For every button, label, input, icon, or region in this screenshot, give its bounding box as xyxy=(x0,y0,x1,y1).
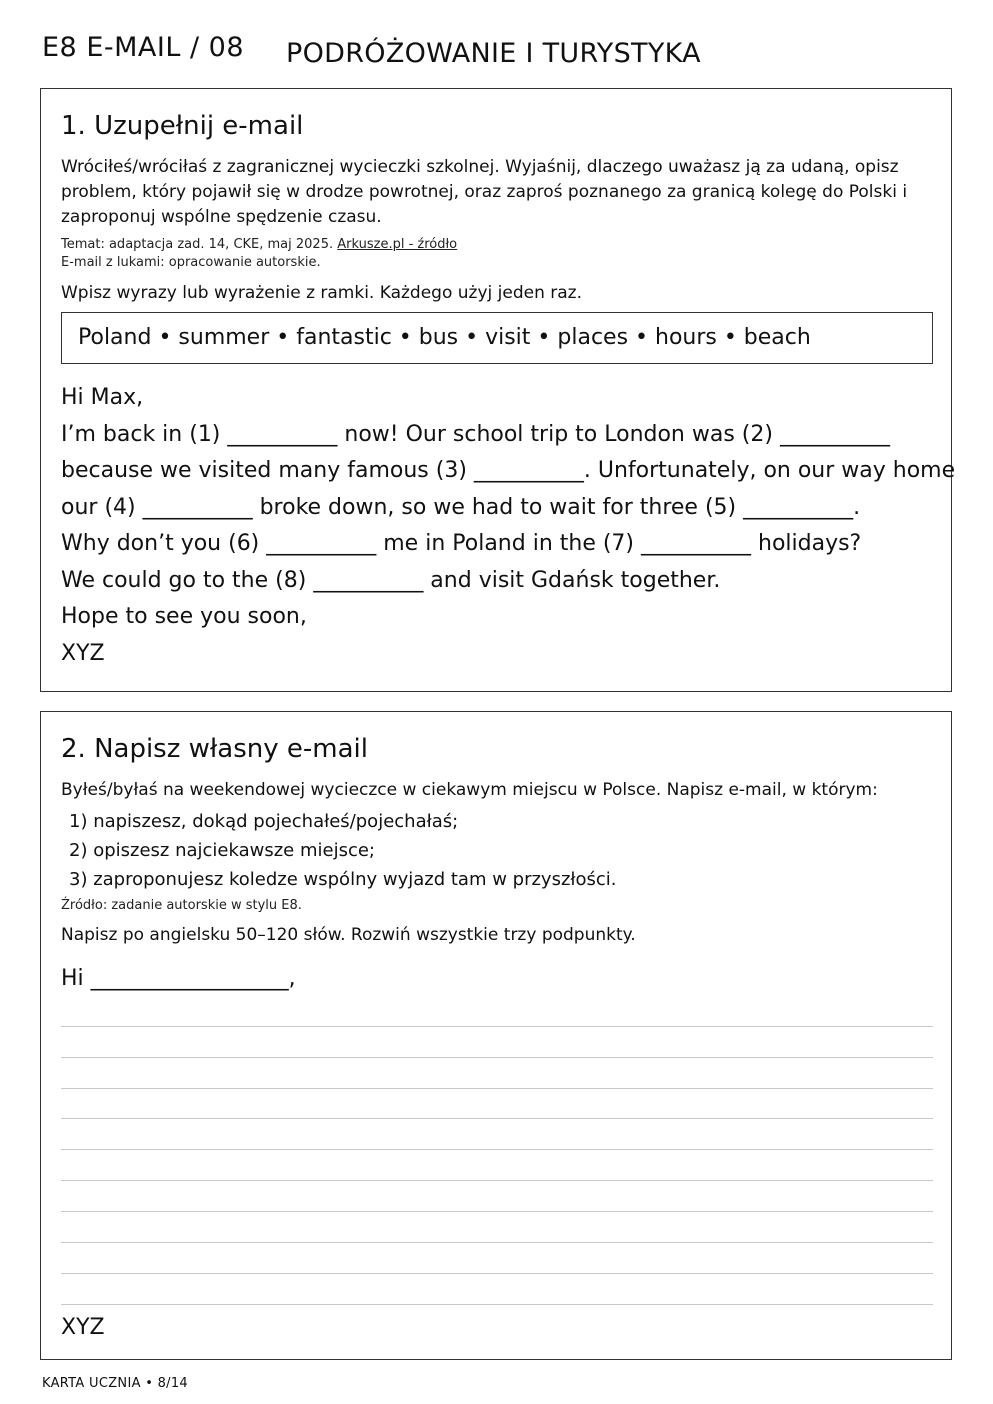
section1-source xyxy=(61,236,931,254)
writing-line[interactable] xyxy=(61,1088,933,1089)
list-item: 1) napiszesz, dokąd pojechałeś/pojechałaś; xyxy=(69,811,459,832)
writing-line[interactable] xyxy=(61,1026,933,1027)
email-line: Hi Max, xyxy=(61,385,144,410)
writing-line[interactable] xyxy=(61,1211,933,1212)
email-signature: XYZ xyxy=(61,640,105,666)
writing-line[interactable] xyxy=(61,1180,933,1181)
list-item: 3) zaproponujesz koledze wspólny wyjazd tam w przyszłości. xyxy=(69,869,617,890)
writing-line[interactable] xyxy=(61,1149,933,1150)
writing-line[interactable] xyxy=(61,1057,933,1058)
page-footer: KARTA UCZNIA • 8/14 xyxy=(42,1376,189,1391)
worksheet-title: PODRÓŻOWANIE I TURYSTYKA xyxy=(286,38,701,69)
section2-heading: 2. Napisz własny e-mail xyxy=(61,734,368,764)
section2-task: Byłeś/byłaś na weekendowej wycieczce w ciekawym miejscu w Polsce. Napisz e-mail, w którym: xyxy=(61,780,878,800)
email-line: We could go to the (8) __________ and visit Gdańsk together. xyxy=(61,567,721,593)
section2-signature: XYZ xyxy=(61,1315,105,1340)
section1-source-note: E-mail z lukami: opracowanie autorskie. xyxy=(61,255,321,270)
word-bank: Poland • summer • fantastic • bus • visit • places • hours • beach xyxy=(78,325,811,350)
list-item: 2) opiszesz najciekawsze miejsce; xyxy=(69,840,375,861)
task-line: Wróciłeś/wróciłaś z zagranicznej wycieczki szkolnej. Wyjaśnij, dlaczego uważasz ją za udaną, opisz xyxy=(61,157,899,177)
section2-source: Źródło: zadanie autorskie w stylu E8. xyxy=(61,898,302,913)
writing-line[interactable] xyxy=(61,1304,933,1305)
section1-instruction: Wpisz wyrazy lub wyrażenie z ramki. Każdego użyj jeden raz. xyxy=(61,283,583,303)
email-text xyxy=(61,380,956,672)
word-bank-box xyxy=(61,312,933,364)
task-line: zaproponuj wspólne spędzenie czasu. xyxy=(61,207,382,227)
section1-task xyxy=(61,155,931,230)
section2-instruction: Napisz po angielsku 50–120 słów. Rozwiń wszystkie trzy podpunkty. xyxy=(61,925,636,945)
writing-line[interactable] xyxy=(61,1118,933,1119)
email-line: Why don’t you (6) __________ me in Poland in the (7) __________ holidays? xyxy=(61,531,862,556)
email-line: Hope to see you soon, xyxy=(61,604,307,629)
section2-points xyxy=(69,807,931,894)
worksheet-code: E8 E-MAIL / 08 xyxy=(42,32,245,63)
section-write-email xyxy=(40,711,952,1360)
source-link[interactable]: Arkusze.pl - źródło xyxy=(337,237,458,252)
task-line: problem, który pojawił się w drodze powrotnej, oraz zaproś poznanego za granicą kolegę do Polski i xyxy=(61,182,908,202)
email-line: because we visited many famous (3) __________. Unfortunately, on our way home xyxy=(61,458,956,483)
writing-line[interactable] xyxy=(61,1273,933,1274)
greeting-line[interactable]: Hi __________________, xyxy=(61,966,296,991)
section1-heading: 1. Uzupełnij e-mail xyxy=(61,111,304,141)
writing-line[interactable] xyxy=(61,1242,933,1243)
email-line: our (4) __________ broke down, so we had to wait for three (5) __________. xyxy=(61,494,861,520)
email-line: I’m back in (1) __________ now! Our school trip to London was (2) __________ xyxy=(61,421,890,447)
source-text: Temat: adaptacja zad. 14, CKE, maj 2025. xyxy=(61,237,338,252)
section-fill-in-email xyxy=(40,88,956,692)
